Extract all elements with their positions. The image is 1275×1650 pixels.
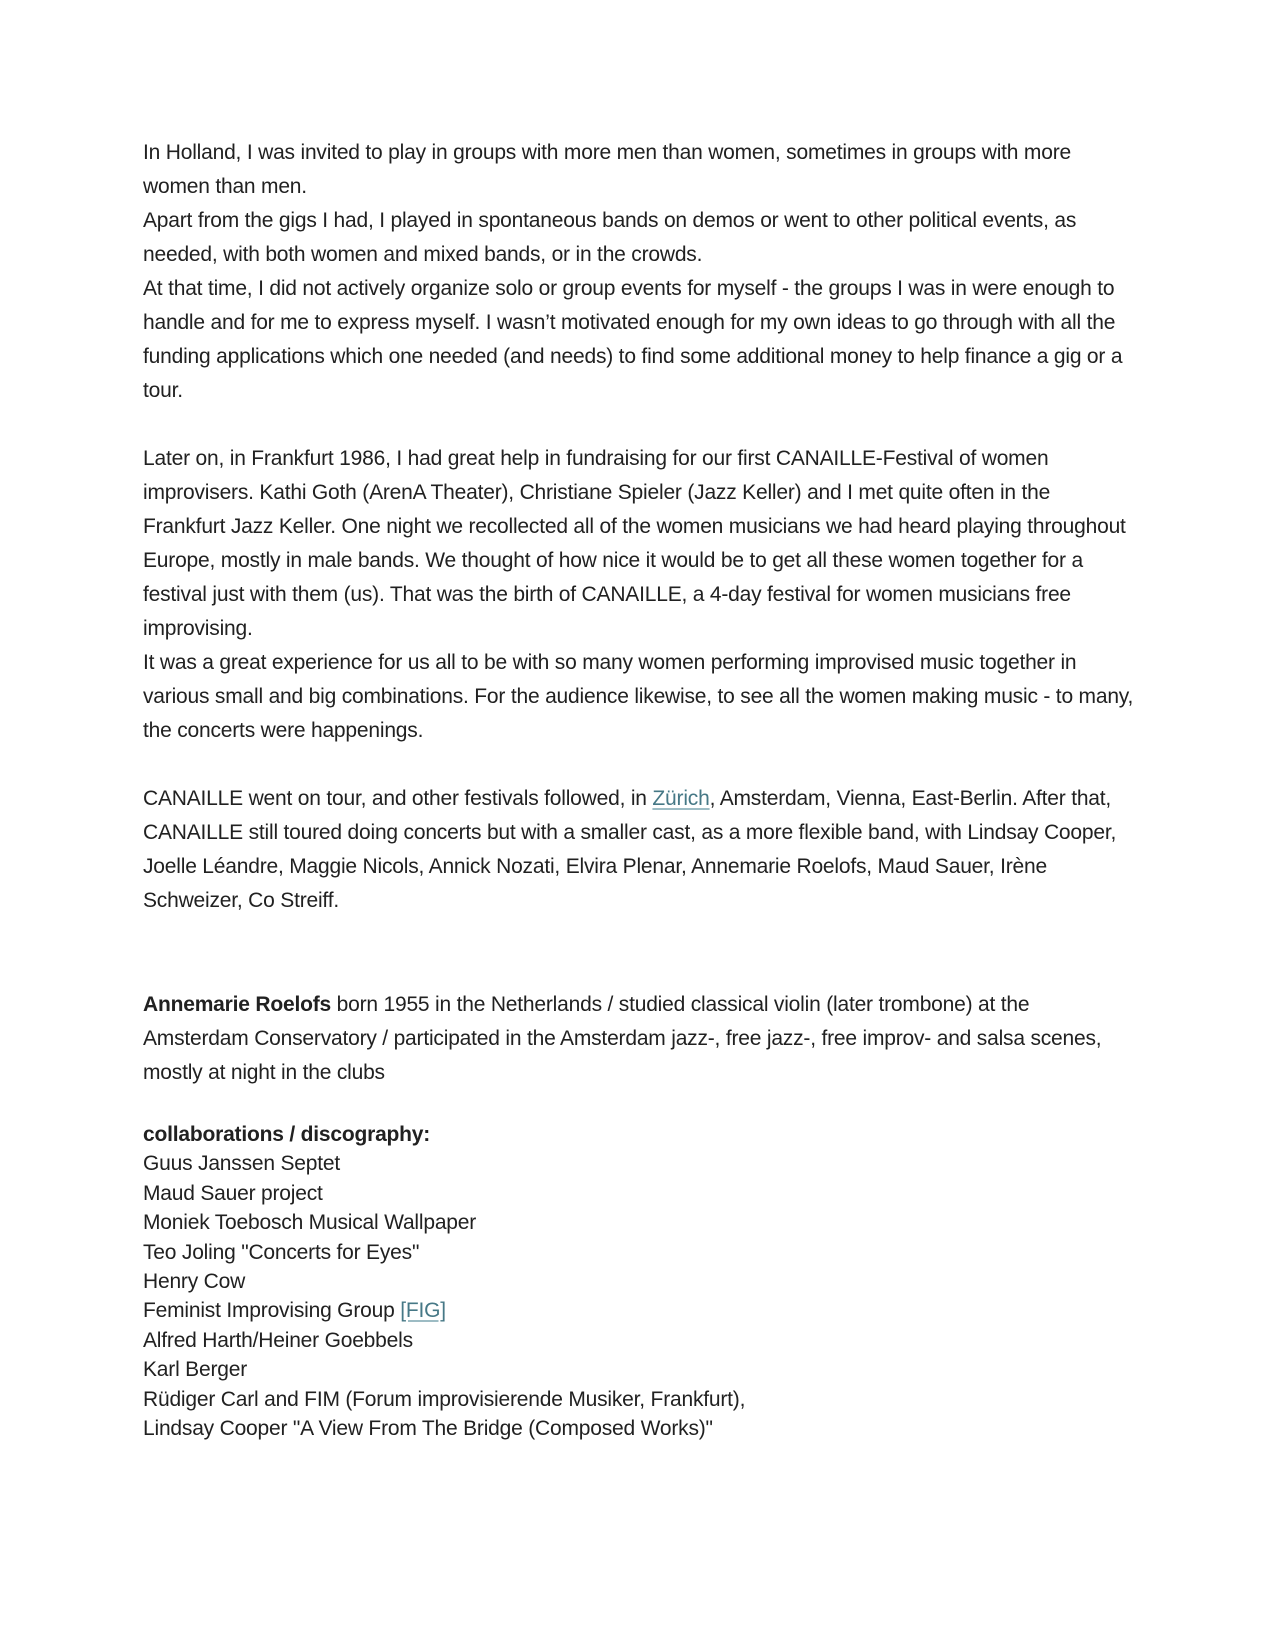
discography-item: Karl Berger [143, 1358, 248, 1382]
tour-paragraph-group [143, 782, 1135, 918]
tour-text-after-link: , Amsterdam, Vienna, East-Berlin. After that, CANAILLE still toured doing concerts but with a smaller cast, as a more flexible band, with Lindsay Cooper, Joelle Léandre, Maggie Nicols, Annick Nozati, Elvira Plenar, Annemarie Roelofs, Maud Sauer, Irène Schweizer, Co Streiff. [143, 787, 1117, 912]
discography-item: Henry Cow [143, 1270, 246, 1294]
intro-paragraph-group [143, 136, 1135, 408]
tour-text-before-link: CANAILLE went on tour, and other festivals followed, in [143, 787, 653, 810]
fig-link[interactable]: [FIG] [400, 1299, 446, 1323]
author-name: Annemarie Roelofs [143, 993, 331, 1016]
bio-text: born 1955 in the Netherlands / studied classical violin (later trombone) at the Amsterdam Conservatory / participated in the Amsterdam jazz-, free jazz-, free improv- and salsa scenes, mostly at night in the clubs [143, 993, 1102, 1084]
bio-paragraph-group [143, 988, 1135, 1090]
discography-section [143, 1120, 1135, 1443]
discography-item: Teo Joling "Concerts for Eyes" [143, 1240, 420, 1264]
discography-item: Maud Sauer project [143, 1181, 323, 1205]
document-page [143, 136, 1135, 1443]
intro-paragraph-1: In Holland, I was invited to play in groups with more men than women, sometimes in groups with more women than men. [143, 141, 1071, 198]
fig-item-text: Feminist Improvising Group [143, 1299, 401, 1323]
discography-item: Moniek Toebosch Musical Wallpaper [143, 1211, 477, 1235]
discography-heading: collaborations / discography: [143, 1123, 431, 1146]
discography-item: Alfred Harth/Heiner Goebbels [143, 1328, 413, 1352]
bio-paragraph [143, 988, 1135, 1090]
discography-item: Rüdiger Carl and FIM (Forum improvisierende Musiker, Frankfurt), [143, 1387, 746, 1411]
intro-paragraph-2: Apart from the gigs I had, I played in spontaneous bands on demos or went to other political events, as needed, with both women and mixed bands, or in the crowds. [143, 209, 1077, 266]
discography-item: Guus Janssen Septet [143, 1152, 340, 1176]
tour-paragraph [143, 782, 1135, 918]
frankfurt-paragraph-group [143, 442, 1135, 748]
zurich-link[interactable]: Zürich [652, 787, 710, 810]
discography-item: Lindsay Cooper "A View From The Bridge (Composed Works)" [143, 1417, 713, 1441]
discography-item-fig [143, 1296, 1135, 1325]
frankfurt-paragraph-2: It was a great experience for us all to be with so many women performing improvised music together in various small and big combinations. For the audience likewise, to see all the women making music - to many, the concerts were happenings. [143, 651, 1134, 742]
frankfurt-paragraph-1: Later on, in Frankfurt 1986, I had great help in fundraising for our first CANAILLE-Festival of women improvisers. Kathi Goth (ArenA Theater), Christiane Spieler (Jazz Keller) and I met quite often in the Frankfurt Jazz Keller. One night we recollected all of the women musicians we had heard playing throughout Europe, mostly in male bands. We thought of how nice it would be to get all these women together for a festival just with them (us). That was the birth of CANAILLE, a 4-day festival for women musicians free improvising. [143, 447, 1126, 640]
intro-paragraph-3: At that time, I did not actively organize solo or group events for myself - the groups I was in were enough to handle and for me to express myself. I wasn’t motivated enough for my own ideas to go through with all the funding applications which one needed (and needs) to find some additional money to help finance a gig or a tour. [143, 277, 1123, 402]
